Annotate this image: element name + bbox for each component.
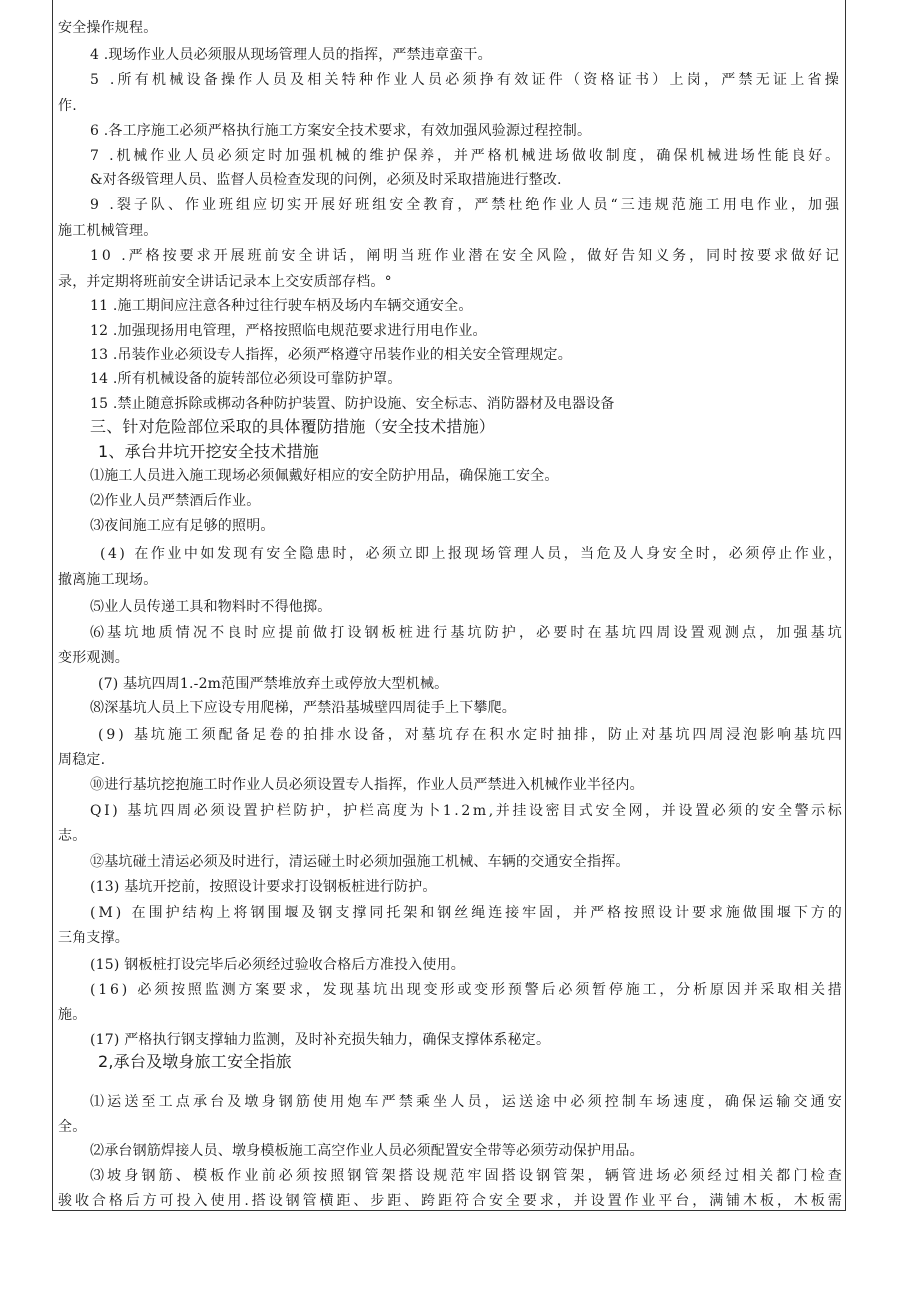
section-heading: 1、承台井坑开挖安全技术措施 — [98, 442, 319, 461]
text-line: (M) 在围护结构上将钢围堰及钢支撑同托架和钢丝绳连接牢固，并严格按照设计要求施做围堰下方的 — [90, 905, 845, 921]
text-line: (9) 基坑施工须配备足卷的拍排水设备，对墓坑存在积水定时抽排，防止对基坑四周浸泡影响基坑四 — [98, 727, 845, 743]
text-line: 12 .加强现扬用电管理，严格按照临电规范要求进行用电作业。 — [90, 323, 487, 339]
text-line: (13) 基坑开挖前，按照设计要求打设钢板桩进行防护。 — [90, 879, 437, 895]
text-line: 施。 — [58, 1007, 87, 1023]
text-line: 变形观测。 — [58, 650, 129, 666]
text-line: &对各级管理人员、监督人员检查发现的问例，必须及时采取措施进行整改. — [90, 172, 562, 188]
text-line: 周稳定. — [58, 752, 106, 768]
text-line: ⑴运送至工点承台及墩身钢筋使用炮车严禁乘坐人员，运送途中必须控制车场速度，确保运输交通安 — [90, 1094, 845, 1110]
text-line: 志。 — [58, 828, 87, 844]
text-line: 7 .机械作业人员必须定时加强机械的维护保养，并严格机械进场做收制度，确保机械进场性能良好。 — [90, 148, 842, 164]
text-line: 录，并定期将班前安全讲话记录本上交安质部存档。° — [58, 274, 392, 290]
text-line: ⑵承台钢筋焊接人员、墩身模板施工高空作业人员必须配置安全带等必须劳动保护用品。 — [90, 1143, 644, 1159]
text-line: ⑶夜间施工应有足够的照明。 — [90, 518, 275, 534]
text-line: 6 .各工序施工必须严格执行施工方案安全技术要求，有效加强风验源过程控制。 — [90, 123, 592, 139]
text-line: 11 .施工期间应注意各种过往行驶车柄及场内车辆交通安全。 — [90, 298, 473, 314]
text-line: QI) 基坑四周必须设置护栏防护，护栏高度为卜1.2m,并挂设密目式安全网，并设置必须的安全警示标 — [90, 803, 845, 819]
text-line: 作. — [58, 98, 77, 114]
text-line: (16) 必须按照监测方案要求，发现基坑出现变形或变形预警后必须暂停施工，分析原因并采取相关措 — [90, 982, 845, 998]
text-line: 10 .严格按要求开展班前安全讲话，阐明当班作业潜在安全风险，做好告知义务，同时按要求做好记 — [90, 248, 842, 264]
section-heading: 三、针对危险部位采取的具体覆防措施（安全技术措施） — [90, 417, 496, 436]
text-line: (15) 钢板桩打设完毕后必须经过验收合格后方准投入使用。 — [90, 957, 465, 973]
text-line: ⑸业人员传递工具和物料时不得他掷。 — [90, 599, 332, 615]
text-line: ⑶坡身钢筋、模板作业前必须按照钢管架搭设规范牢固搭设钢管架，辆管进场必须经过相关都门检查 — [90, 1168, 845, 1184]
text-line: 14 .所有机械设备的旋转部位必须设可靠防护罩。 — [90, 371, 402, 387]
text-line: 骏收合格后方可投入使用.搭设钢管横距、步距、跨距符合安全要求，并设置作业平台，满铺木板，木板需 — [58, 1193, 845, 1209]
text-line: 施工机械管理。 — [58, 223, 158, 239]
text-line: 13 .吊装作业必须设专人指挥，必须严格遵守吊装作业的相关安全管理规定。 — [90, 347, 572, 363]
text-line: 15 .禁止随意拆除或梆动各种防护装置、防护设施、安全标志、消防器材及电器设备 — [90, 396, 615, 412]
text-line: 撤离施工现场。 — [58, 572, 158, 588]
text-line: 全。 — [58, 1119, 87, 1135]
text-line: ⑩进行基坑挖抱施工时作业人员必须设置专人指挥，作业人员严禁进入机械作业半径内。 — [90, 777, 644, 793]
text-line: ⑵作业人员严禁酒后作业。 — [90, 493, 261, 509]
text-line: 安全操作规程。 — [58, 20, 158, 36]
text-line: ⑫基坑碰土清运必须及时进行，清运碰土时必须加强施工机械、车辆的交通安全指挥。 — [90, 854, 630, 870]
text-line: ⑻深基坑人员上下应设专用爬梯，严禁沿基城壁四周徒手上下攀爬。 — [90, 700, 516, 716]
text-line: 三角支撑。 — [58, 930, 129, 946]
text-line: ⑴施工人员进入施工现场必须佩戴好相应的安全防护用品，确保施工安全。 — [90, 468, 559, 484]
text-line: 5 .所有机械设备操作人员及相关特种作业人员必须挣有效证件（资格证书）上岗，严禁无证上省操 — [90, 72, 842, 88]
text-line: 4 .现场作业人员必须服从现场管理人员的指挥，严禁违章蛮干。 — [90, 47, 492, 63]
text-line: 9 .裂子队、作业班组应切实开展好班组安全教育，严禁杜绝作业人员“三违规范施工用电作业，加强 — [90, 197, 842, 213]
text-line: (4) 在作业中如发现有安全隐患时，必须立即上报现场管理人员，当危及人身安全时，必须停止作业， — [100, 546, 845, 562]
section-heading: 2,承台及墩身旅工安全指旅 — [98, 1052, 292, 1071]
text-line: ⑹基坑地质情况不良时应提前做打设钢板桩进行基坑防护，必要时在基坑四周设置观测点，加强基坑 — [90, 625, 845, 641]
text-line: (7) 基坑四周1.-2m范围严禁堆放弃土或停放大型机械。 — [98, 676, 449, 692]
text-line: (17) 严格执行钢支撑轴力监测，及时补充损失轴力，确保支撑体系秘定。 — [90, 1032, 551, 1048]
